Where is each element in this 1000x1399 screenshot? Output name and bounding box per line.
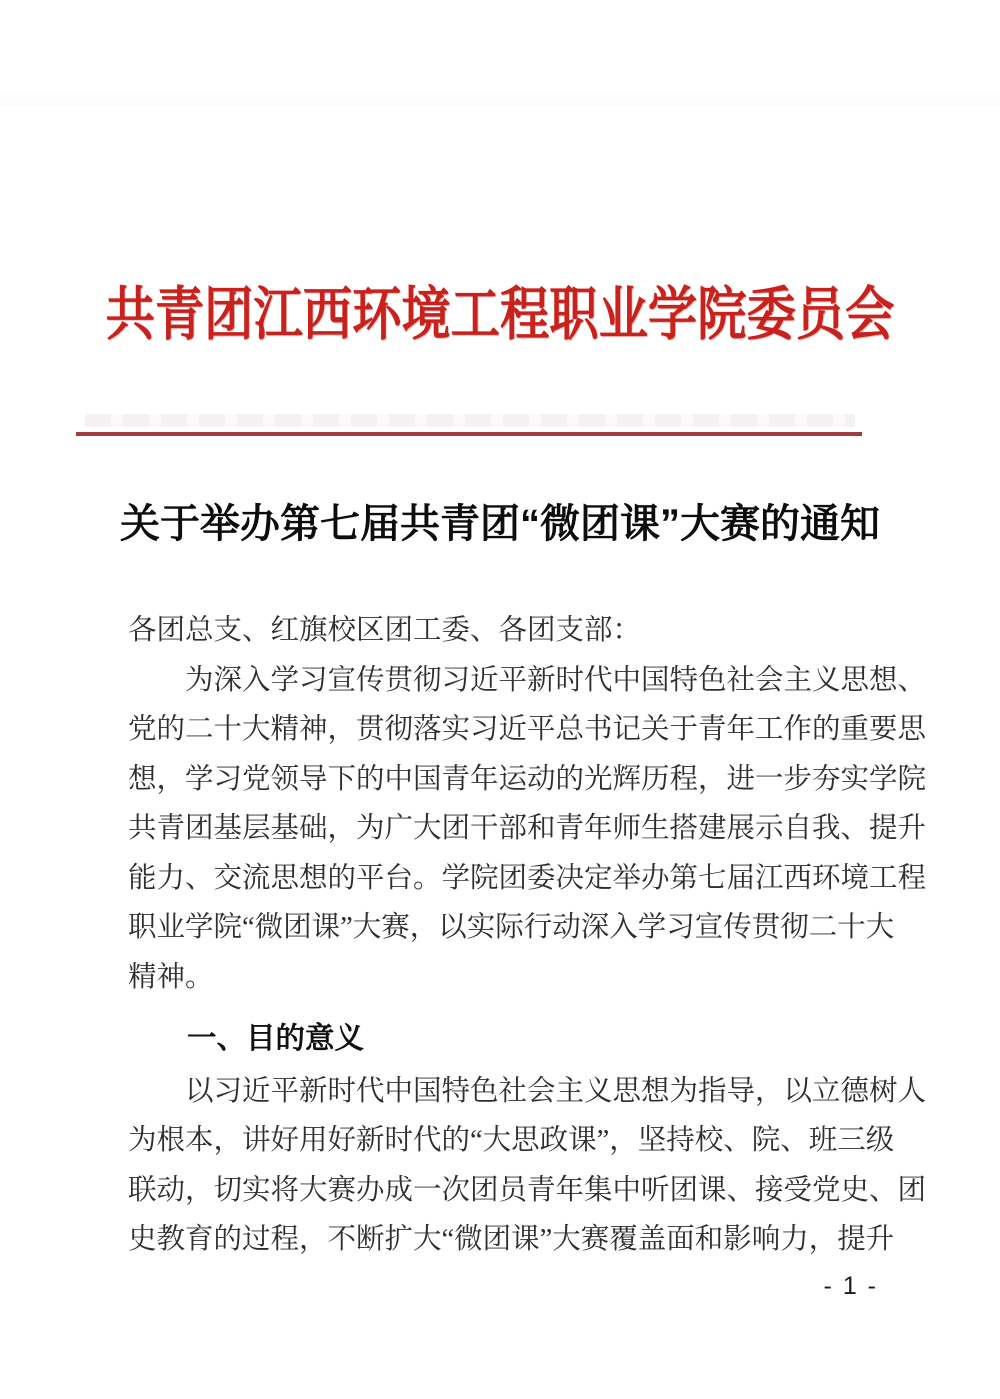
text-line: 联动，切实将大赛办成一次团员青年集中听团课、接受党史、团 (128, 1174, 927, 1206)
document-title: 关于举办第七届共青团“微团课”大赛的通知 (120, 502, 880, 546)
text-line: 为深入学习宣传贯彻习近平新时代中国特色社会主义思想、 (185, 664, 927, 696)
text-line: 党的二十大精神，贯彻落实习近平总书记关于青年工作的重要思 (128, 714, 927, 745)
text-line: 能力、交流思想的平台。学院团委决定举办第七届江西环境工程 (128, 862, 927, 894)
text-line: 精神。 (128, 961, 214, 993)
scan-artifact-band (0, 92, 1000, 106)
text-line: 各团总支、红旗校区团工委、各团支部： (128, 615, 642, 646)
letterhead-title: 共青团江西环境工程职业学院委员会 (105, 282, 895, 347)
section-heading: 一、目的意义 (187, 1022, 365, 1055)
text-line: 以习近平新时代中国特色社会主义思想为指导，以立德树人 (185, 1075, 927, 1107)
page-number: - 1 - (823, 1272, 878, 1300)
text-line: 史教育的过程，不断扩大“微团课”大赛覆盖面和影响力，提升 (128, 1224, 895, 1255)
text-line: 职业学院“微团课”大赛，以实际行动深入学习宣传贯彻二十大 (128, 912, 895, 943)
text-line: 共青团基层基础，为广大团干部和青年师生搭建展示自我、提升 (128, 813, 927, 844)
scan-ghosting-strip (85, 414, 855, 427)
text-line: 想，学习党领导下的中国青年运动的光辉历程，进一步夯实学院 (128, 763, 927, 795)
text-line: 为根本，讲好用好新时代的“大思政课”，坚持校、院、班三级 (128, 1125, 895, 1156)
document-body (128, 606, 927, 1265)
letterhead-divider-rule (76, 432, 862, 436)
